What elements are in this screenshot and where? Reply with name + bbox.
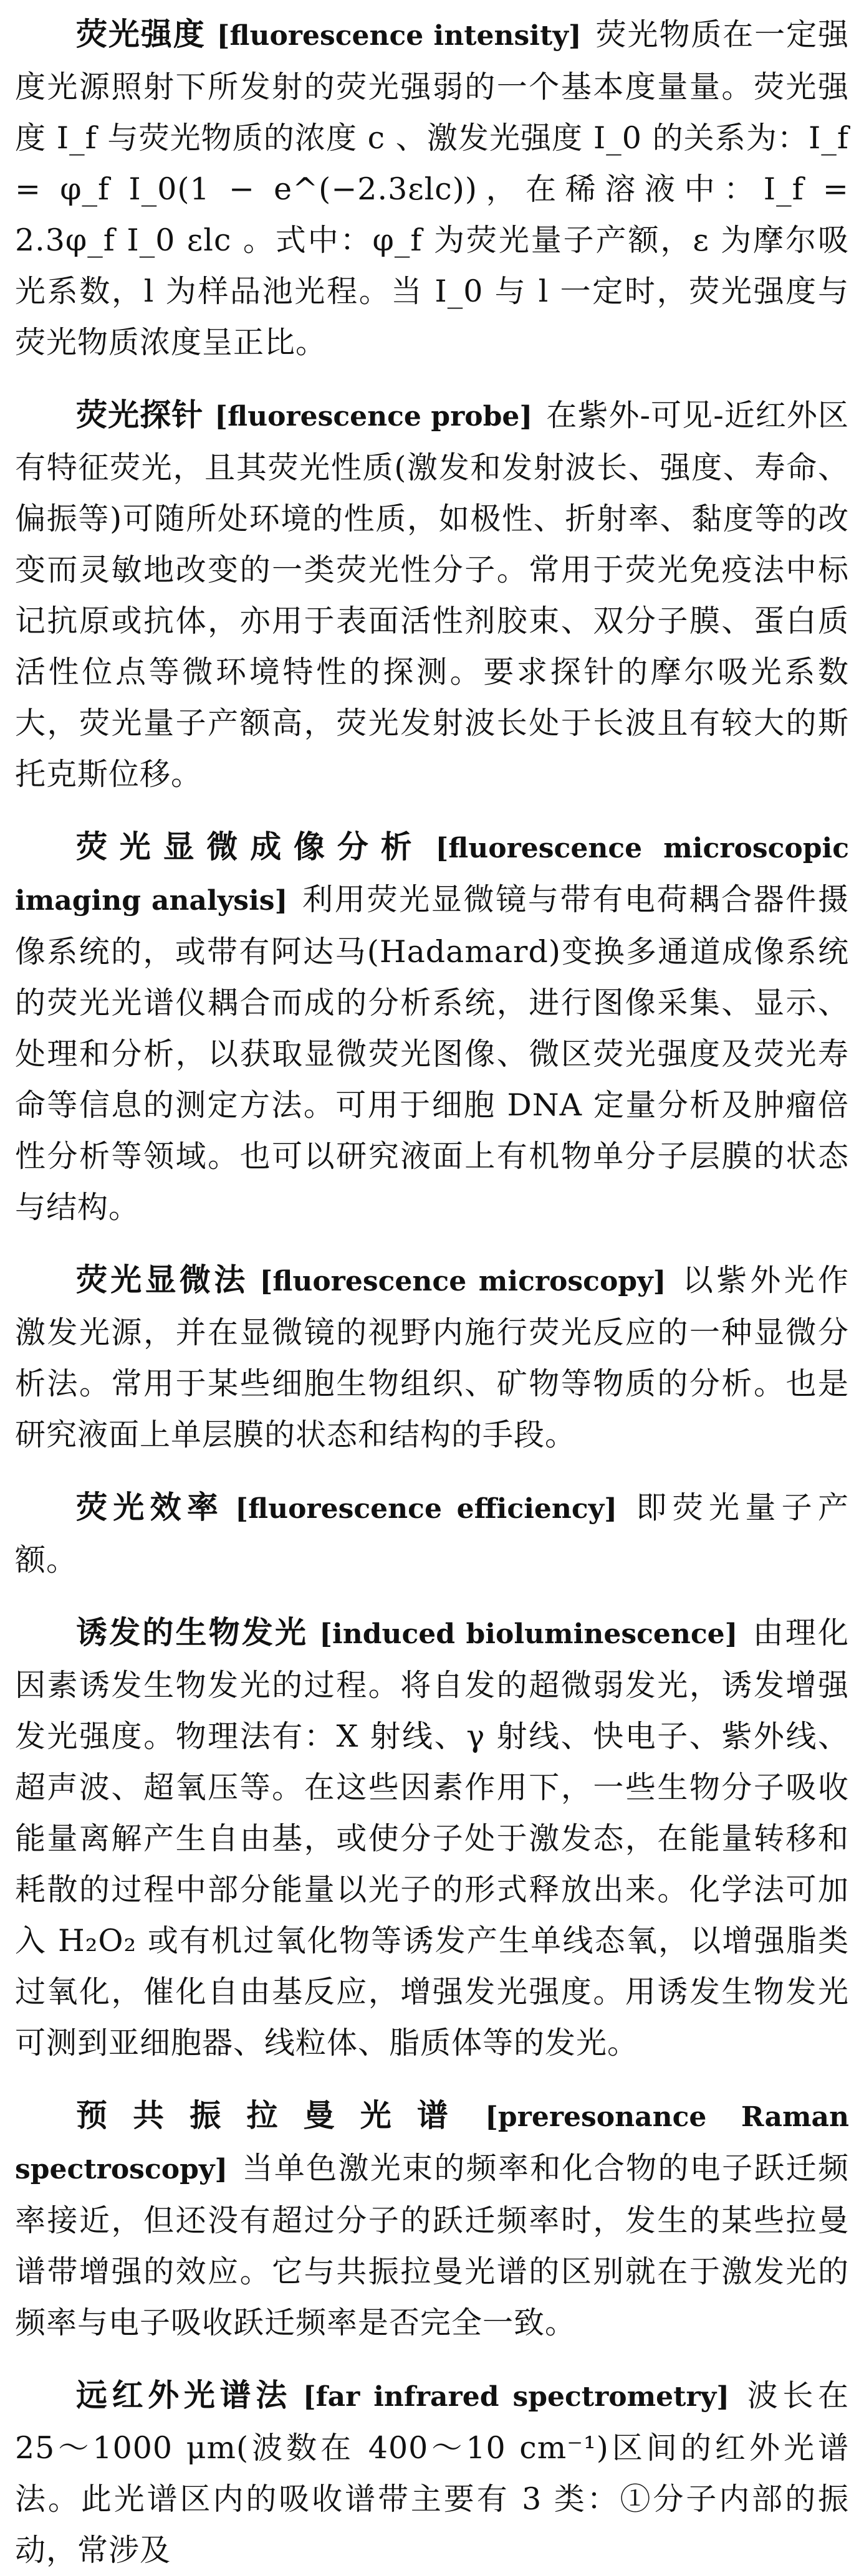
- entry-definition: 以紫外光作激发光源，并在显微镜的视野内施行荧光反应的一种显微分析法。常用于某些细胞生物组织、矿物等物质的分析。也是研究液面上单层膜的状态和结构的手段。: [15, 1262, 849, 1453]
- entry-definition: 当单色激光束的频率和化合物的电子跃迁频率接近，但还没有超过分子的跃迁频率时，发生的某些拉曼谱带增强的效应。它与共振拉曼光谱的区别就在于激发光的频率与电子吸收跃迁频率是否完全一致。: [15, 2150, 849, 2340]
- entry-term-en: [fluorescence microscopic imaging analysis]: [15, 832, 850, 917]
- entry-term-en: [fluorescence efficiency]: [235, 1493, 618, 1525]
- entry-term-cn: 荧光显微法: [76, 1262, 249, 1298]
- entry-term-cn: 荧光效率: [76, 1489, 224, 1525]
- entry-fluorescence-intensity: [15, 9, 849, 368]
- entry-term-en: [fluorescence probe]: [214, 401, 533, 432]
- entry-preresonance-raman-spectroscopy: [15, 2090, 849, 2349]
- entry-definition: 利用荧光显微镜与带有电荷耦合器件摄像系统的，或带有阿达马(Hadamard)变换多通道成像系统的荧光光谱仪耦合而成的分析系统，进行图像采集、显示、处理和分析，以获取显微荧光图像、微区荧光强度及荧光寿命等信息的测定方法。可用于细胞 DNA 定量分析及肿瘤倍性分析等领域。也可以研究液面上有机物单分子层膜的状态与结构。: [15, 882, 849, 1225]
- entry-term-en: [preresonance Raman spectroscopy]: [15, 2101, 850, 2185]
- entry-definition: 荧光物质在一定强度光源照射下所发射的荧光强弱的一个基本度量量。荧光强度 I_f 与荧光物质的浓度 c 、激发光强度 I_0 的关系为：I_f = φ_f I_0(1 − e^(−2.3εlc))，在稀溶液中：I_f = 2.3φ_f I_0 εlc 。式中：φ_f 为荧光量子产额，ε 为摩尔吸光系数，l 为样品池光程。当 I_0 与 l 一定时，荧光强度与荧光物质浓度呈正比。: [15, 17, 849, 360]
- entry-term-cn: 远红外光谱法: [76, 2377, 292, 2413]
- entry-far-infrared-spectrometry: [15, 2370, 849, 2576]
- entry-term-cn: 荧光强度: [76, 16, 206, 52]
- entry-fluorescence-probe: [15, 389, 849, 800]
- entry-fluorescence-microscopic-imaging-analysis: [15, 821, 849, 1233]
- entry-term-cn: 诱发的生物发光: [76, 1615, 309, 1651]
- entry-term-en: [fluorescence intensity]: [216, 20, 582, 52]
- entry-term-en: [fluorescence microscopy]: [259, 1266, 666, 1297]
- entry-definition: 即荧光量子产额。: [15, 1490, 849, 1578]
- entry-term-en: [far infrared spectrometry]: [302, 2381, 730, 2413]
- entry-definition: 波长在 25～1000 μm(波数在 400～10 cm⁻¹)区间的红外光谱法。此光谱区内的吸收谱带主要有 3 类：①分子内部的振动，常涉及: [15, 2378, 849, 2568]
- entry-fluorescence-efficiency: [15, 1482, 849, 1586]
- entry-definition: 在紫外-可见-近红外区有特征荧光，且其荧光性质(激发和发射波长、强度、寿命、偏振等)可随所处环境的性质，如极性、折射率、黏度等的改变而灵敏地改变的一类荧光性分子。常用于荧光免疫法中标记抗原或抗体，亦用于表面活性剂胶束、双分子膜、蛋白质活性位点等微环境特性的探测。要求探针的摩尔吸光系数大，荧光量子产额高，荧光发射波长处于长波且有较大的斯托克斯位移。: [15, 398, 849, 792]
- entry-term-cn: 荧光探针: [76, 397, 204, 433]
- entry-definition: 由理化因素诱发生物发光的过程。将自发的超微弱发光，诱发增强发光强度。物理法有：X 射线、γ 射线、快电子、紫外线、超声波、超氧压等。在这些因素作用下，一些生物分子吸收能量离解产生自由基，或使分子处于激发态，在能量转移和耗散的过程中部分能量以光子的形式释放出来。化学法可加入 H₂O₂ 或有机过氧化物等诱发产生单线态氧，以增强脂类过氧化，催化自由基反应，增强发光强度。用诱发生物发光可测到亚细胞器、线粒体、脂质体等的发光。: [15, 1615, 849, 2061]
- entry-term-en: [induced bioluminescence]: [319, 1618, 738, 1650]
- entry-term-cn: 预共振拉曼光谱: [76, 2097, 474, 2134]
- entry-term-cn: 荧光显微成像分析: [76, 829, 425, 865]
- entry-induced-bioluminescence: [15, 1607, 849, 2069]
- entry-fluorescence-microscopy: [15, 1254, 849, 1461]
